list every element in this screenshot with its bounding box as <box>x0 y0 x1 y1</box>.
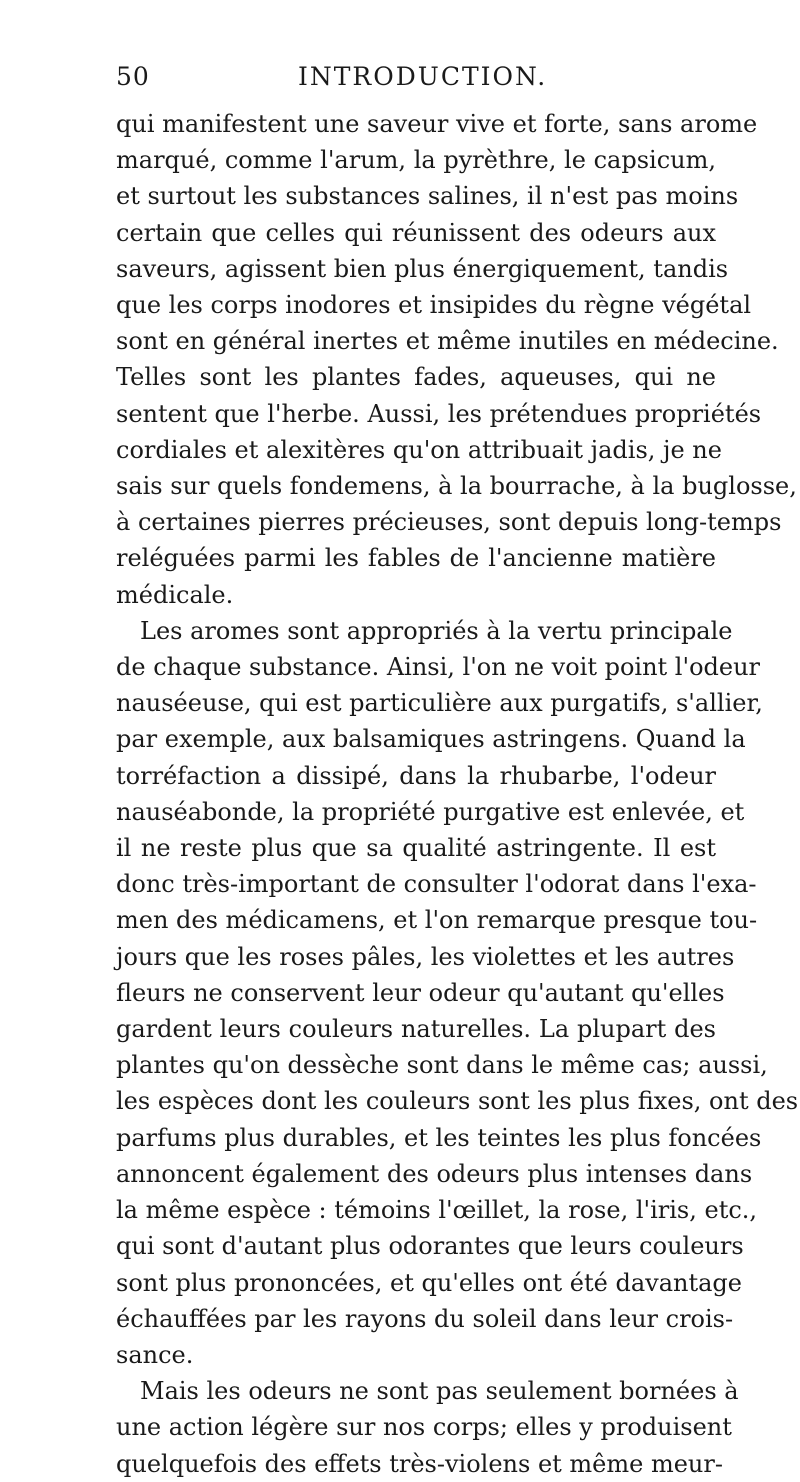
page-number: 50 <box>116 62 150 91</box>
text-line: annoncent également des odeurs plus intenses dans <box>116 1159 753 1188</box>
text-line: plantes qu'on dessèche sont dans le même cas; aussi, <box>116 1051 768 1080</box>
text-line: les espèces dont les couleurs sont les plus fixes, ont des <box>116 1087 799 1116</box>
text-line: à certaines pierres précieuses, sont depuis long-temps <box>116 508 782 537</box>
text-line: sance. <box>116 1340 194 1369</box>
text-line: médicale. <box>116 580 234 609</box>
text-line: jours que les roses pâles, les violettes et les autres <box>116 942 735 971</box>
text-line: nauséabonde, la propriété purgative est enlevée, et <box>116 797 745 826</box>
text-line: torréfaction a dissipé, dans la rhubarbe, l'odeur <box>116 761 716 790</box>
text-line: reléguées parmi les fables de l'ancienne matière <box>116 544 716 573</box>
text-line: Telles sont les plantes fades, aqueuses, qui ne <box>116 363 716 392</box>
text-line: donc très-important de consulter l'odorat dans l'exa- <box>116 870 757 899</box>
text-line: men des médicamens, et l'on remarque presque tou- <box>116 906 758 935</box>
text-line: cordiales et alexitères qu'on attribuait jadis, je ne <box>116 435 722 464</box>
text-line: par exemple, aux balsamiques astringens. Quand la <box>116 725 746 754</box>
page-header <box>116 62 716 106</box>
text-line: quelquefois des effets très-violens et même meur- <box>116 1449 723 1478</box>
text-line: échauffées par les rayons du soleil dans leur crois- <box>116 1304 734 1333</box>
text-line: qui sont d'autant plus odorantes que leurs couleurs <box>116 1232 744 1261</box>
text-line: saveurs, agissent bien plus énergiquement, tandis <box>116 254 729 283</box>
text-line: Mais les odeurs ne sont pas seulement bornées à <box>140 1377 739 1406</box>
text-line: sont en général inertes et même inutiles en médecine. <box>116 327 779 356</box>
text-line: sont plus prononcées, et qu'elles ont été davantage <box>116 1268 742 1297</box>
paragraph <box>116 106 797 613</box>
text-line: de chaque substance. Ainsi, l'on ne voit point l'odeur <box>116 653 761 682</box>
body-text <box>116 106 799 1482</box>
text-line: que les corps inodores et insipides du règne végétal <box>116 291 752 320</box>
text-line: sais sur quels fondemens, à la bourrache, à la buglosse, <box>116 472 797 501</box>
text-line: sentent que l'herbe. Aussi, les prétendues propriétés <box>116 399 762 428</box>
text-line: qui manifestent une saveur vive et forte, sans arome <box>116 110 758 138</box>
text-line: il ne reste plus que sa qualité astringente. Il est <box>116 834 716 863</box>
text-line: Les aromes sont appropriés à la vertu principale <box>140 616 733 645</box>
paragraph <box>116 613 799 1373</box>
text-line: certain que celles qui réunissent des odeurs aux <box>116 218 716 247</box>
text-line: marqué, comme l'arum, la pyrèthre, le capsicum, <box>116 146 716 175</box>
text-line: une action légère sur nos corps; elles y produisent <box>116 1413 732 1442</box>
text-line: et surtout les substances salines, il n'est pas moins <box>116 182 739 211</box>
text-line: la même espèce : témoins l'œillet, la rose, l'iris, etc., <box>116 1196 758 1225</box>
text-line: gardent leurs couleurs naturelles. La plupart des <box>116 1015 716 1044</box>
running-head: INTRODUCTION. <box>298 62 548 91</box>
text-line: fleurs ne conservent leur odeur qu'autant qu'elles <box>116 978 725 1007</box>
paragraph <box>116 1373 739 1482</box>
text-line: nauséeuse, qui est particulière aux purgatifs, s'allier, <box>116 689 763 718</box>
text-line: parfums plus durables, et les teintes les plus foncées <box>116 1123 762 1152</box>
book-page <box>116 62 799 1482</box>
